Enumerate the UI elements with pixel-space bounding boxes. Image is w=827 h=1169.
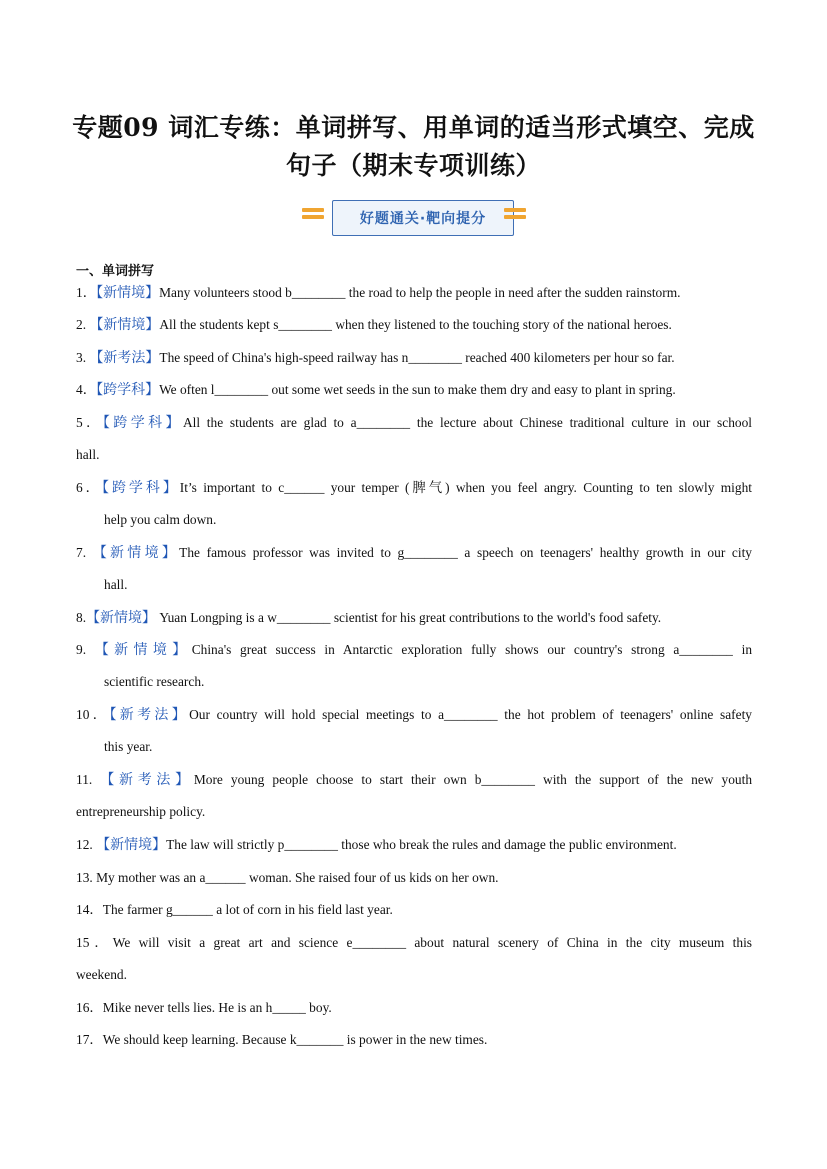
question-tag: 【跨学科】 — [102, 415, 183, 431]
banner-box — [332, 200, 514, 236]
question-number: 12. — [76, 837, 97, 852]
question-number: 4． — [76, 382, 97, 397]
question-text: The speed of China's high-speed railway has n________ reached 400 kilometers per hour so far. — [159, 350, 675, 365]
question-item — [76, 992, 752, 1024]
question-item — [76, 894, 752, 926]
question-line — [76, 1024, 752, 1056]
question-continuation: scientific research. — [104, 674, 205, 689]
question-number: 3. — [76, 350, 90, 365]
question-number: 7. — [76, 545, 93, 560]
question-tag: 【新情境】 — [96, 837, 167, 853]
question-text: We should keep learning. Because k_______ is power in the new times. — [102, 1032, 488, 1047]
question-line — [76, 894, 752, 926]
question-number: 13. — [76, 870, 97, 885]
question-item — [76, 342, 752, 374]
question-line — [76, 277, 752, 309]
question-number: 11. — [76, 772, 101, 787]
question-number: 1． — [76, 285, 97, 300]
question-item — [76, 537, 752, 601]
question-line — [76, 699, 752, 731]
question-line — [76, 472, 752, 504]
question-tag: 【新考法】 — [109, 707, 190, 723]
question-tag: 【新情境】 — [96, 285, 160, 301]
question-line — [76, 764, 752, 796]
question-tag: 【跨学科】 — [102, 480, 180, 496]
question-text: Yuan Longping is a w________ scientist for his great contributions to the world's food safety. — [156, 610, 662, 625]
question-tag: 【新情境】 — [92, 545, 180, 561]
question-continuation: this year. — [104, 739, 153, 754]
question-text: The farmer g______ a lot of corn in his field last year. — [102, 902, 393, 917]
question-line — [76, 342, 752, 374]
question-line — [76, 537, 752, 569]
question-number: 8. — [76, 610, 87, 625]
question-line — [76, 374, 752, 406]
question-line — [76, 829, 752, 861]
question-line — [76, 634, 752, 666]
question-text: All the students kept s________ when they listened to the touching story of the national heroes. — [159, 317, 672, 332]
question-text: More young people choose to start their own b________ with the support of the new youth — [193, 772, 753, 787]
section-banner — [298, 200, 528, 238]
question-tag: 【新情境】 — [94, 642, 192, 658]
question-item — [76, 862, 752, 894]
question-continuation: hall. — [76, 447, 100, 462]
question-tag: 【新情境】 — [86, 610, 157, 626]
question-tag: 【新考法】 — [89, 350, 160, 366]
question-item — [76, 764, 752, 828]
question-number: 9. — [76, 642, 95, 657]
question-item — [76, 407, 752, 471]
page-title-line1: 专题09 词汇专练：单词拼写、用单词的适当形式填空、完成 — [72, 113, 755, 142]
question-item — [76, 602, 752, 634]
question-line — [76, 309, 752, 341]
question-tag: 【新情境】 — [89, 317, 160, 333]
question-continuation: help you calm down. — [104, 512, 217, 527]
question-number: 16． — [76, 1000, 103, 1015]
section-heading: 一、单词拼写 — [76, 264, 155, 279]
question-tag: 【跨学科】 — [96, 382, 160, 398]
banner-left-bars-icon — [302, 208, 324, 228]
question-item — [76, 472, 752, 536]
question-line — [76, 927, 752, 959]
question-item — [76, 634, 752, 698]
question-text: We will visit a great art and science e________ about natural scenery of China in the city museum this — [112, 935, 752, 950]
page-title-line2: 句子（期末专项训练） — [285, 151, 541, 180]
question-continuation: weekend. — [76, 967, 127, 982]
question-item — [76, 829, 752, 861]
question-text: Many volunteers stood b________ the road to help the people in need after the sudden rainstorm. — [159, 285, 681, 300]
question-number: 17． — [76, 1032, 103, 1047]
question-line — [76, 602, 752, 634]
question-number: 6． — [76, 480, 102, 495]
question-text: China's great success in Antarctic exploration fully shows our country's strong a________ in — [191, 642, 753, 657]
question-number: 10． — [76, 707, 110, 722]
question-number: 5． — [76, 415, 103, 430]
question-text: My mother was an a______ woman. She raised four of us kids on her own. — [96, 870, 499, 885]
banner-right-bars-icon — [504, 208, 526, 228]
question-line — [76, 992, 752, 1024]
question-text: Mike never tells lies. He is an h_____ boy. — [102, 1000, 332, 1015]
banner-text: 好题通关·靶向提分 — [359, 211, 487, 227]
question-text: It’s important to c______ your temper (脾气) when you feel angry. Counting to ten slowly might — [179, 480, 752, 495]
question-item — [76, 699, 752, 763]
question-line — [76, 407, 752, 439]
question-text: The law will strictly p________ those who break the rules and damage the public environment. — [166, 837, 677, 852]
question-item — [76, 309, 752, 341]
question-line — [76, 862, 752, 894]
question-tag: 【新考法】 — [100, 772, 194, 788]
question-item — [76, 1024, 752, 1056]
question-item — [76, 277, 752, 309]
question-continuation: hall. — [104, 577, 128, 592]
question-text: The famous professor was invited to g________ a speech on teenagers' healthy growth in our city — [179, 545, 753, 560]
question-number: 14． — [76, 902, 103, 917]
question-number: 2. — [76, 317, 90, 332]
question-text: We often l________ out some wet seeds in the sun to make them dry and easy to plant in spring. — [159, 382, 676, 397]
question-continuation: entrepreneurship policy. — [76, 804, 206, 819]
question-item — [76, 374, 752, 406]
question-text: All the students are glad to a________ the lecture about Chinese traditional culture in our school — [182, 415, 753, 430]
question-item — [76, 927, 752, 991]
question-text: Our country will hold special meetings to a________ the hot problem of teenagers' online safety — [189, 707, 752, 722]
question-number: 15． — [76, 935, 113, 950]
